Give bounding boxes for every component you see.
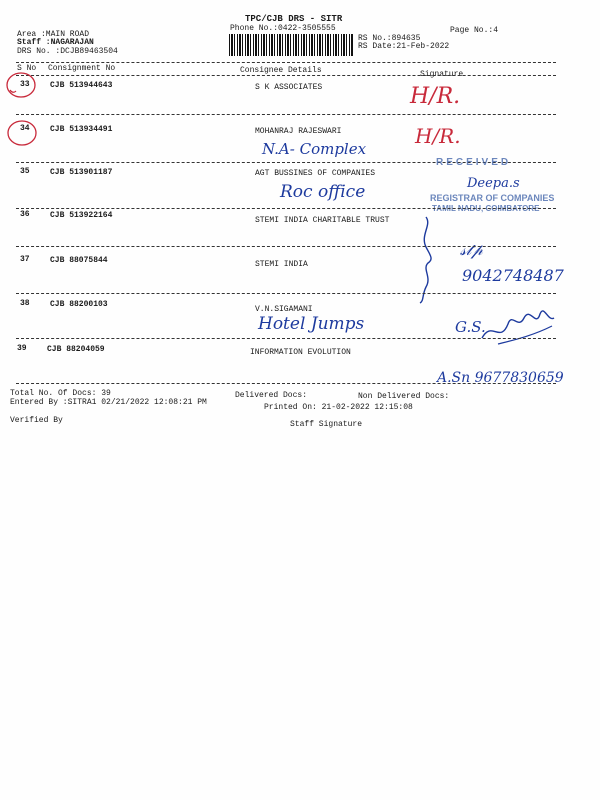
row-33-sno: 33	[20, 80, 30, 89]
staff-signature: Staff Signature	[290, 420, 363, 429]
col-header-consignee: Consignee Details	[240, 66, 322, 75]
row-34-note: N.A- Complex	[262, 140, 367, 158]
row-37-consignment: CJB 88075844	[50, 256, 108, 265]
stamp-registrar: REGISTRAR OF COMPANIES	[430, 193, 555, 203]
row-39-consignee: INFORMATION EVOLUTION	[250, 348, 351, 357]
row-33-circle-mark	[4, 70, 38, 100]
col-header-sno: S No	[17, 64, 37, 73]
row-37-consignee: STEMI INDIA	[255, 260, 308, 269]
rs-date: RS Date:21-Feb-2022	[358, 42, 450, 51]
row-34-sno: 34	[20, 124, 30, 133]
entered-by: Entered By :SITRA1 02/21/2022 12:08:21 PM	[10, 398, 207, 407]
rs-number: RS No.:894635	[358, 34, 421, 43]
row-34-signature: H/R.	[415, 124, 461, 148]
phone-number: Phone No.:0422-3505555	[230, 24, 336, 33]
brace-mark	[412, 215, 440, 305]
row-39-note: A.Sn 9677830659	[437, 370, 564, 386]
row-38-consignee: V.N.SIGAMANI	[255, 305, 313, 314]
row-38-signature-scribble	[478, 300, 558, 350]
row-39-sno: 39	[17, 344, 27, 353]
col-header-consignment: Consignment No	[48, 64, 116, 73]
row-36-consignee: STEMI INDIA CHARITABLE TRUST	[255, 216, 390, 225]
row-39-consignment: CJB 88204059	[47, 345, 105, 354]
page-number: Page No.:4	[450, 26, 499, 35]
row-37-rule	[16, 293, 556, 294]
row-34-consignment: CJB 513934491	[50, 125, 113, 134]
row-36-consignment: CJB 513922164	[50, 211, 113, 220]
row-36-sno: 36	[20, 210, 30, 219]
non-delivered-docs: Non Delivered Docs:	[358, 392, 450, 401]
drs-number: DRS No. :DCJB89463504	[17, 47, 118, 56]
row-33-rule	[16, 114, 556, 115]
stamp-received: RECEIVED	[436, 157, 512, 168]
barcode	[229, 34, 353, 56]
row-36-signature-scribble: 𝓈𝓉𝓅	[460, 240, 483, 259]
row-34-circle-mark	[5, 118, 39, 148]
row-39-rule	[16, 383, 556, 384]
row-38-note: Hotel Jumps	[258, 314, 365, 334]
row-38-consignment: CJB 88200103	[50, 300, 108, 309]
row-33-consignment: CJB 513944643	[50, 81, 113, 90]
row-38-signature: G.S.	[455, 318, 486, 336]
row-34-consignee: MOHANRAJ RAJESWARI	[255, 127, 342, 136]
row-35-signature: Deepa.s	[467, 176, 520, 191]
header-bottom-rule	[16, 75, 556, 76]
area-label: Area :MAIN ROAD	[17, 30, 90, 39]
row-36-rule	[16, 246, 556, 247]
row-35-rule	[16, 208, 556, 209]
row-35-sno: 35	[20, 167, 30, 176]
row-37-phone: 9042748487	[462, 266, 564, 285]
row-33-signature: H/R.	[410, 84, 461, 109]
row-38-rule	[16, 338, 556, 339]
row-35-consignee: AGT BUSSINES OF COMPANIES	[255, 169, 376, 178]
stamp-location: TAMIL NADU, COIMBATORE	[432, 204, 540, 213]
row-37-sno: 37	[20, 255, 30, 264]
row-35-consignment: CJB 513901187	[50, 168, 113, 177]
total-docs: Total No. Of Docs: 39	[10, 389, 111, 398]
staff-label: Staff :NAGARAJAN	[17, 38, 94, 47]
printed-on: Printed On: 21-02-2022 12:15:08	[264, 403, 413, 412]
header-top-rule	[16, 62, 556, 63]
verified-by: Verified By	[10, 416, 63, 425]
document-title: TPC/CJB DRS - SITR	[245, 14, 343, 24]
delivered-docs: Delivered Docs:	[235, 391, 308, 400]
row-35-note: Roc office	[280, 182, 366, 202]
row-33-consignee: S K ASSOCIATES	[255, 83, 323, 92]
row-38-sno: 38	[20, 299, 30, 308]
col-header-signature: Signature	[420, 70, 464, 79]
